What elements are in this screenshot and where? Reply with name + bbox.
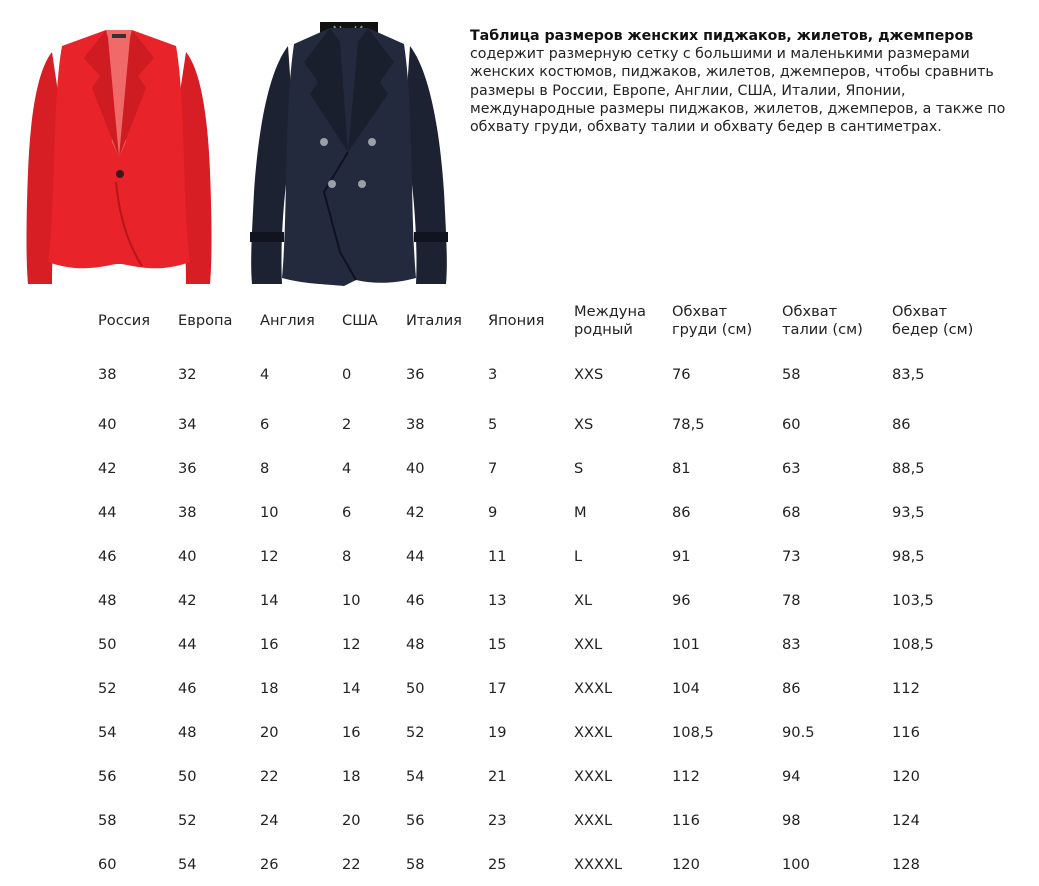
table-cell: 12 [342,635,361,653]
table-cell: 68 [782,503,801,521]
table-cell: 112 [892,679,920,697]
table-cell: 6 [260,415,270,433]
column-header-line1: Англия [260,312,315,329]
table-cell: 42 [98,459,117,477]
table-cell: XXXXL [574,855,623,873]
column-header-line1: Обхват [892,303,948,320]
column-header-line1: Япония [488,312,545,329]
table-row [90,490,994,534]
table-cell: 88,5 [892,459,925,477]
table-cell: 42 [406,503,425,521]
table-cell: 0 [342,365,352,383]
table-cell: 100 [782,855,810,873]
table-cell: 18 [342,767,361,785]
table-cell: 44 [406,547,425,565]
navy-coat-image [244,22,454,288]
table-cell: 14 [342,679,361,697]
table-cell: 116 [892,723,920,741]
table-cell: 23 [488,811,507,829]
table-cell: 54 [98,723,117,741]
column-header-line1: Европа [178,312,233,329]
table-cell: 34 [178,415,197,433]
table-cell: 86 [782,679,801,697]
table-cell: 108,5 [892,635,934,653]
column-header-line1: Обхват [782,303,838,320]
table-cell: 17 [488,679,507,697]
table-cell: 46 [178,679,197,697]
table-cell: 78 [782,591,801,609]
table-cell: 9 [488,503,498,521]
table-cell: XXL [574,635,603,653]
column-header [398,296,480,346]
table-cell: 36 [178,459,197,477]
table-cell: 13 [488,591,507,609]
table-cell: 18 [260,679,279,697]
table-cell: 6 [342,503,352,521]
table-row [90,578,994,622]
table-cell: 50 [98,635,117,653]
table-cell: 86 [672,503,691,521]
intro-block [470,27,1030,136]
table-cell: 50 [406,679,425,697]
table-cell: 48 [98,591,117,609]
table-cell: 42 [178,591,197,609]
table-cell: 112 [672,767,700,785]
table-cell: 108,5 [672,723,714,741]
table-cell: 73 [782,547,801,565]
table-cell: XXS [574,365,604,383]
column-header-line2: родный [574,321,633,338]
table-cell: 120 [672,855,700,873]
table-cell: 98 [782,811,801,829]
table-cell: 56 [406,811,425,829]
table-row [90,346,994,402]
table-cell: 96 [672,591,691,609]
table-cell: 46 [98,547,117,565]
table-cell: 52 [98,679,117,697]
table-cell: 21 [488,767,507,785]
table-cell: 5 [488,415,498,433]
table-row [90,402,994,446]
table-cell: 128 [892,855,920,873]
table-cell: 16 [342,723,361,741]
table-cell: 90.5 [782,723,815,741]
column-header-line2: бедер (см) [892,321,974,338]
table-cell: 60 [98,855,117,873]
table-row [90,446,994,490]
table-cell: 12 [260,547,279,565]
table-cell: M [574,503,587,521]
table-cell: XXXL [574,679,613,697]
red-blazer-image [22,22,216,288]
table-cell: 10 [260,503,279,521]
table-cell: 56 [98,767,117,785]
table-cell: 32 [178,365,197,383]
table-cell: 44 [178,635,197,653]
table-row [90,666,994,710]
column-header-line1: США [342,312,378,329]
table-cell: S [574,459,584,477]
table-cell: 20 [260,723,279,741]
table-cell: 54 [406,767,425,785]
column-header [566,296,664,346]
table-cell: 7 [488,459,498,477]
table-cell: 83 [782,635,801,653]
table-cell: 46 [406,591,425,609]
intro-title: Таблица размеров женских пиджаков, жилетов, джемперов [470,28,974,44]
table-cell: 101 [672,635,700,653]
table-cell: 83,5 [892,365,925,383]
table-cell: 10 [342,591,361,609]
table-cell: 4 [260,365,270,383]
table-cell: 52 [178,811,197,829]
table-cell: 50 [178,767,197,785]
table-cell: 124 [892,811,920,829]
table-cell: 58 [406,855,425,873]
column-header [884,296,994,346]
table-cell: XL [574,591,593,609]
column-header-line1: Россия [98,312,151,329]
table-cell: 120 [892,767,920,785]
table-cell: 38 [178,503,197,521]
table-cell: 8 [260,459,270,477]
table-cell: 25 [488,855,507,873]
table-cell: 14 [260,591,279,609]
table-cell: 104 [672,679,700,697]
column-header [334,296,398,346]
table-cell: 58 [782,365,801,383]
table-cell: XS [574,415,594,433]
table-cell: 24 [260,811,279,829]
column-header-line2: талии (см) [782,321,863,338]
table-cell: 103,5 [892,591,934,609]
column-header [252,296,334,346]
table-row [90,710,994,754]
table-cell: XXXL [574,723,613,741]
intro-text: содержит размерную сетку с большими и маленькими размерами женских костюмов, пиджаков, жилетов, джемперов, чтобы сравнить размеры в России, Европе, Англии, США, Италии, Японии, международные размеры пиджаков, жилетов, джемперов, а также по обхвату груди, обхвату талии и обхвату бедер в сантиметрах. [470,46,1006,136]
table-row [90,534,994,578]
table-cell: 11 [488,547,507,565]
column-header-line1: Обхват [672,303,728,320]
table-cell: 36 [406,365,425,383]
table-body [90,346,994,886]
table-cell: 116 [672,811,700,829]
column-header [170,296,252,346]
table-cell: 63 [782,459,801,477]
table-row [90,622,994,666]
table-row [90,754,994,798]
table-header-row [90,296,994,346]
table-cell: 40 [178,547,197,565]
table-cell: 38 [406,415,425,433]
table-cell: 15 [488,635,507,653]
column-header-line1: Италия [406,312,462,329]
table-cell: 93,5 [892,503,925,521]
table-row [90,798,994,842]
size-table [90,296,994,886]
column-header [774,296,884,346]
table-cell: 3 [488,365,498,383]
table-cell: 40 [406,459,425,477]
column-header-line2: груди (см) [672,321,753,338]
table-cell: XXXL [574,811,613,829]
table-cell: 81 [672,459,691,477]
table-cell: 44 [98,503,117,521]
table-cell: 78,5 [672,415,705,433]
table-cell: 94 [782,767,801,785]
table-cell: 20 [342,811,361,829]
table-cell: XXXL [574,767,613,785]
table-cell: 38 [98,365,117,383]
table-cell: 58 [98,811,117,829]
table-cell: 98,5 [892,547,925,565]
table-cell: 60 [782,415,801,433]
table-cell: 22 [260,767,279,785]
table-cell: 8 [342,547,352,565]
table-row [90,842,994,886]
table-cell: 91 [672,547,691,565]
table-cell: 40 [98,415,117,433]
table-cell: 2 [342,415,352,433]
table-cell: 26 [260,855,279,873]
table-cell: 19 [488,723,507,741]
table-cell: 16 [260,635,279,653]
table-cell: L [574,547,583,565]
table-cell: 54 [178,855,197,873]
table-cell: 4 [342,459,352,477]
table-cell: 22 [342,855,361,873]
table-cell: 48 [178,723,197,741]
table-cell: 76 [672,365,691,383]
table-cell: 48 [406,635,425,653]
table-cell: 52 [406,723,425,741]
column-header [664,296,774,346]
table-cell: 86 [892,415,911,433]
column-header [90,296,170,346]
column-header [480,296,566,346]
column-header-line1: Междуна [574,303,646,320]
